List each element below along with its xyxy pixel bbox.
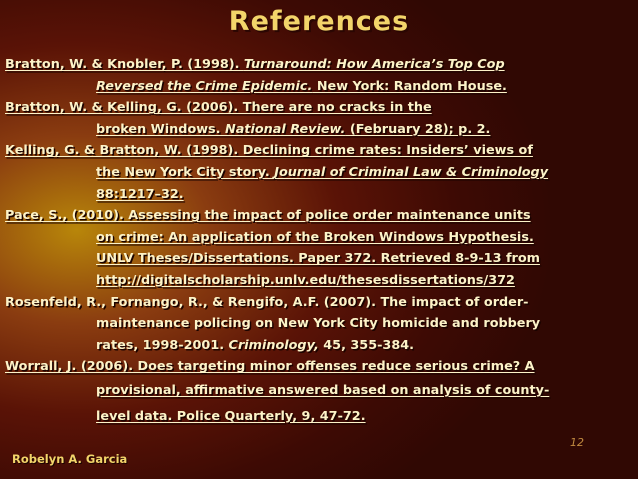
reference-line	[5, 227, 635, 249]
reference-line	[5, 184, 635, 206]
reference-line	[5, 356, 635, 378]
reference-entry	[5, 292, 635, 357]
author-footer: Robelyn A. Garcia	[12, 452, 128, 466]
reference-journal-italic: National Review.	[225, 121, 346, 137]
reference-line	[5, 335, 635, 357]
reference-line	[5, 378, 635, 404]
reference-text: Pace, S., (2010). Assessing the impact of police order maintenance units	[5, 208, 531, 224]
reference-line	[5, 404, 635, 430]
reference-text: (February 28); p. 2.	[345, 121, 491, 137]
page-number: 12	[570, 436, 584, 449]
reference-list	[5, 54, 635, 430]
reference-text: 45, 355-384.	[318, 337, 414, 353]
reference-text: New York: Random House.	[312, 78, 507, 94]
reference-line	[5, 54, 635, 76]
reference-link[interactable]	[5, 270, 635, 292]
reference-text: rates, 1998-2001.	[96, 337, 229, 353]
reference-line	[5, 162, 635, 184]
reference-text: maintenance policing on New York City homicide and robbery	[96, 316, 541, 332]
slide-title: References	[228, 6, 410, 37]
reference-title-italic: Turnaround: How America’s Top Cop	[243, 57, 505, 72]
reference-text: Bratton, W. & Knobler, P. (1998).	[5, 57, 244, 72]
reference-text: UNLV Theses/Dissertations. Paper 372. Retrieved 8-9-13 from	[96, 251, 540, 267]
reference-text: Kelling, G. & Bratton, W. (1998). Declining crime rates: Insiders’ views of	[5, 143, 533, 159]
reference-text: the New York City story.	[96, 164, 275, 180]
reference-journal-italic: Criminology,	[228, 337, 319, 353]
reference-text: Bratton, W. & Kelling, G. (2006). There are no cracks in the	[5, 100, 432, 116]
reference-text: broken Windows.	[96, 121, 225, 137]
reference-entry	[5, 97, 635, 140]
reference-line	[5, 205, 635, 227]
reference-line	[5, 119, 635, 141]
reference-text: on crime: An application of the Broken Windows Hypothesis.	[96, 229, 534, 245]
reference-text: Rosenfeld, R., Fornango, R., & Rengifo, A.F. (2007). The impact of order-	[5, 294, 529, 310]
reference-title-italic: Reversed the Crime Epidemic.	[96, 78, 313, 94]
reference-entry	[5, 140, 635, 205]
reference-text: Worrall, J. (2006). Does targeting minor offenses reduce serious crime? A	[5, 359, 535, 375]
reference-line	[5, 76, 635, 98]
reference-text: level data. Police Quarterly, 9, 47-72.	[96, 408, 366, 424]
reference-text: provisional, affirmative answered based on analysis of county-	[96, 382, 550, 398]
reference-entry	[5, 205, 635, 291]
reference-entry	[5, 356, 635, 430]
reference-line	[5, 140, 635, 162]
reference-line	[5, 248, 635, 270]
reference-line	[5, 313, 635, 335]
reference-url[interactable]: http://digitalscholarship.unlv.edu/thesesdissertations/372	[96, 272, 515, 288]
reference-line	[5, 292, 635, 314]
reference-text: 88:1217–32.	[96, 186, 184, 202]
reference-line	[5, 97, 635, 119]
reference-entry	[5, 54, 635, 97]
reference-journal-italic: Journal of Criminal Law & Criminology	[274, 164, 549, 180]
